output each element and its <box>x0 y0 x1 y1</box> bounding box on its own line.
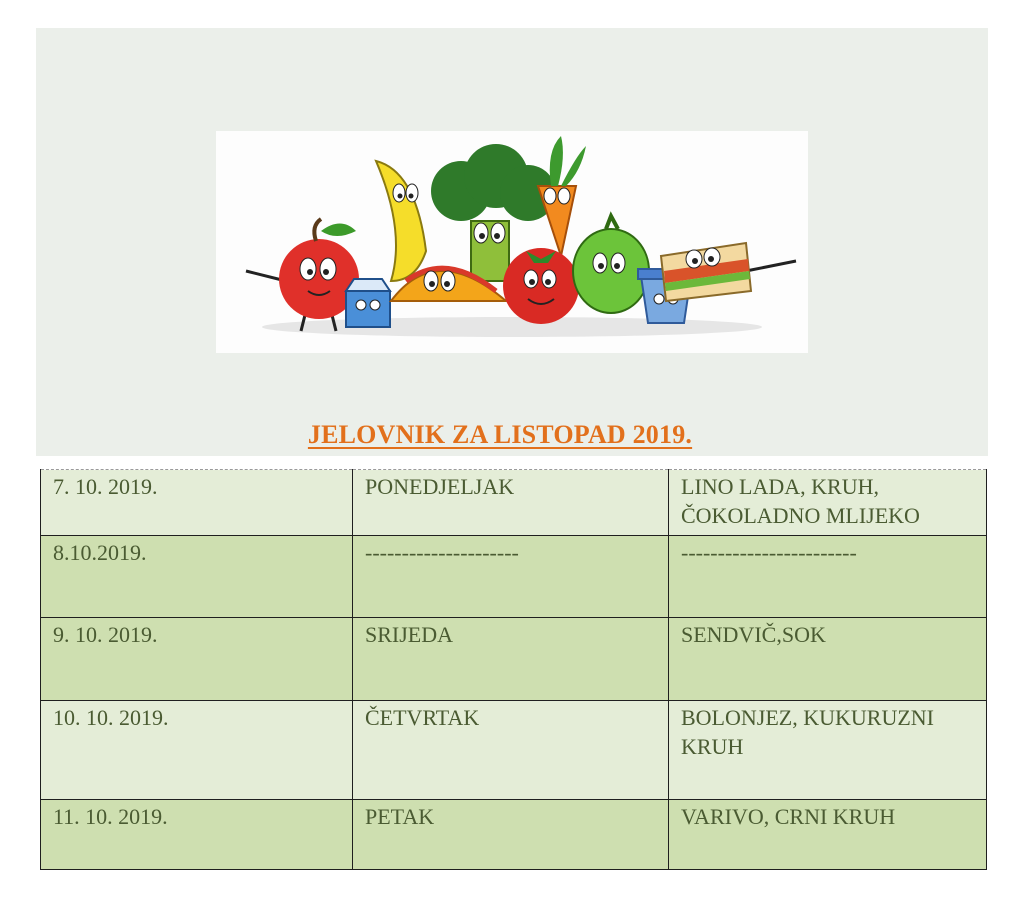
meal-cell: BOLONJEZ, KUKURUZNI KRUH <box>669 701 987 800</box>
meal-cell: SENDVIČ,SOK <box>669 618 987 701</box>
table-row <box>41 618 987 701</box>
table-row <box>41 701 987 800</box>
date-cell: 10. 10. 2019. <box>41 701 353 800</box>
day-cell: --------------------- <box>353 536 669 618</box>
apple-character <box>246 219 359 331</box>
date-cell: 9. 10. 2019. <box>41 618 353 701</box>
menu-title: JELOVNIK ZA LISTOPAD 2019. <box>307 420 693 449</box>
table-row <box>41 800 987 870</box>
sandwich-character <box>661 243 796 301</box>
green-pepper-character <box>573 216 649 313</box>
table-row <box>41 470 987 536</box>
menu-table <box>40 469 987 870</box>
ground-shadow <box>262 317 762 337</box>
tomato-character <box>503 248 579 324</box>
meal-cell: VARIVO, CRNI KRUH <box>669 800 987 870</box>
milk-carton-character <box>346 279 390 327</box>
carrot-character <box>538 136 586 256</box>
day-cell: PONEDJELJAK <box>353 470 669 536</box>
date-cell: 8.10.2019. <box>41 536 353 618</box>
meal-cell: ------------------------ <box>669 536 987 618</box>
date-cell: 11. 10. 2019. <box>41 800 353 870</box>
table-row <box>41 536 987 618</box>
day-cell: PETAK <box>353 800 669 870</box>
meal-cell: LINO LADA, KRUH, ČOKOLADNO MLIJEKO <box>669 470 987 536</box>
banana-character <box>376 161 426 281</box>
day-cell: SRIJEDA <box>353 618 669 701</box>
day-cell: ČETVRTAK <box>353 701 669 800</box>
food-characters-image <box>216 131 808 353</box>
date-cell: 7. 10. 2019. <box>41 470 353 536</box>
